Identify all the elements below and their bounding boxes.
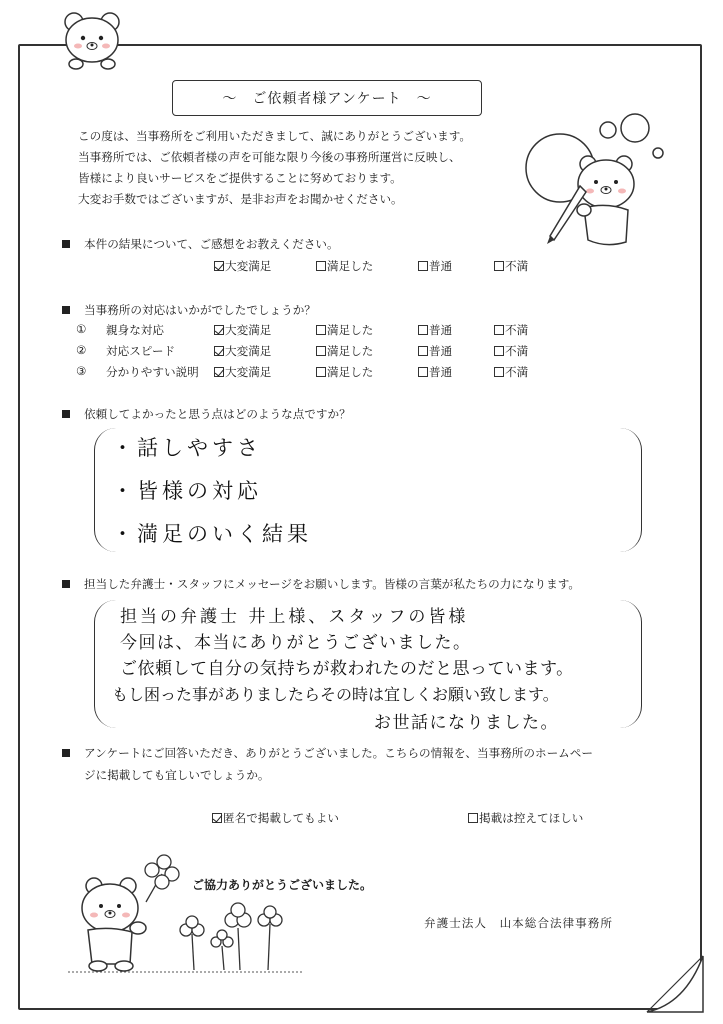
page-curl-icon <box>645 954 705 1014</box>
option-normal[interactable]: 普通 <box>418 322 452 338</box>
checkbox-checked-icon[interactable] <box>214 346 224 356</box>
handwritten-answer: ・皆様の対応 <box>112 479 262 503</box>
option-very-satisfied[interactable]: 大変満足 <box>214 258 271 274</box>
option-satisfied[interactable]: 満足した <box>316 343 373 359</box>
option-dissatisfied[interactable]: 不満 <box>494 364 528 380</box>
handwritten-answer: ・満足のいく結果 <box>112 522 312 546</box>
question-text: 依頼してよかったと思う点はどのような点ですか？ <box>84 407 351 421</box>
checkbox-icon[interactable] <box>418 346 428 356</box>
handwritten-message-line: もし困った事がありましたらその時は宜しくお願い致します。 <box>112 685 559 704</box>
square-bullet-icon <box>62 306 70 314</box>
intro-line: 大変お手数ではございますが、是非お声をお聞かせください。 <box>78 192 403 206</box>
checkbox-icon[interactable] <box>316 346 326 356</box>
bear-pencil-icon <box>544 150 644 250</box>
checkbox-icon[interactable] <box>494 367 504 377</box>
option-satisfied[interactable]: 満足した <box>316 322 373 338</box>
option-normal[interactable]: 普通 <box>418 343 452 359</box>
checkbox-checked-icon[interactable] <box>214 261 224 271</box>
question-3-heading <box>62 406 351 422</box>
option-dissatisfied[interactable]: 不満 <box>494 258 528 274</box>
question-text: アンケートにご回答いただき、ありがとうございました。こちらの情報を、当事務所のホームペー <box>84 746 593 760</box>
option-anonymous-ok[interactable]: 匿名で掲載してもよい <box>212 810 339 826</box>
clover-icon <box>172 894 302 974</box>
intro-text <box>78 126 471 210</box>
checkbox-icon[interactable] <box>316 261 326 271</box>
checkbox-icon[interactable] <box>316 367 326 377</box>
row-number: ① <box>76 322 87 336</box>
option-very-satisfied[interactable]: 大変満足 <box>214 343 271 359</box>
row-number: ② <box>76 343 87 357</box>
handwritten-message-line: お世話になりました。 <box>374 713 559 733</box>
handwritten-answer: ・話しやすさ <box>112 436 262 460</box>
option-satisfied[interactable]: 満足した <box>316 258 373 274</box>
option-dissatisfied[interactable]: 不満 <box>494 322 528 338</box>
option-normal[interactable]: 普通 <box>418 364 452 380</box>
handwritten-message-line: 担当の弁護士 井上様、スタッフの皆様 <box>120 607 469 627</box>
firm-name: 弁護士法人 山本総合法律事務所 <box>424 916 613 930</box>
intro-line: この度は、当事務所をご利用いただきまして、誠にありがとうございます。 <box>78 129 472 143</box>
option-normal[interactable]: 普通 <box>418 258 452 274</box>
handwritten-message-line: ご依頼して自分の気持ちが救われたのだと思っています。 <box>120 659 574 679</box>
question-text: 担当した弁護士・スタッフにメッセージをお願いします。皆様の言葉が私たちの力になります。 <box>84 577 580 591</box>
checkbox-icon[interactable] <box>418 367 428 377</box>
question-4-heading <box>62 576 580 592</box>
checkbox-checked-icon[interactable] <box>212 813 222 823</box>
question-text-continued: ジに掲載しても宜しいでしょうか。 <box>84 768 270 782</box>
square-bullet-icon <box>62 410 70 418</box>
square-bullet-icon <box>62 749 70 757</box>
checkbox-icon[interactable] <box>418 325 428 335</box>
thanks-message: ご協力ありがとうございました。 <box>192 878 373 892</box>
checkbox-icon[interactable] <box>468 813 478 823</box>
option-dissatisfied[interactable]: 不満 <box>494 343 528 359</box>
option-satisfied[interactable]: 満足した <box>316 364 373 380</box>
question-1-heading <box>62 236 339 252</box>
row-number: ③ <box>76 364 87 378</box>
handwritten-message-line: 今回は、本当にありがとうございました。 <box>120 633 472 653</box>
checkbox-checked-icon[interactable] <box>214 367 224 377</box>
option-very-satisfied[interactable]: 大変満足 <box>214 364 271 380</box>
row-label: 対応スピード <box>106 344 176 358</box>
checkbox-checked-icon[interactable] <box>214 325 224 335</box>
square-bullet-icon <box>62 580 70 588</box>
option-do-not-publish[interactable]: 掲載は控えてほしい <box>468 810 583 826</box>
row-label: 親身な対応 <box>106 323 164 337</box>
intro-line: 皆様により良いサービスをご提供することに努めております。 <box>78 171 402 185</box>
question-2-heading <box>62 302 316 318</box>
question-text: 当事務所の対応はいかがでしたでしょうか？ <box>84 303 316 317</box>
question-5-heading <box>62 745 593 761</box>
intro-line: 当事務所では、ご依頼者様の声を可能な限り今後の事務所運営に反映し、 <box>78 150 461 164</box>
checkbox-icon[interactable] <box>418 261 428 271</box>
checkbox-icon[interactable] <box>494 325 504 335</box>
survey-title: ～ ご依頼者様アンケート ～ <box>172 80 482 116</box>
checkbox-icon[interactable] <box>494 261 504 271</box>
square-bullet-icon <box>62 240 70 248</box>
checkbox-icon[interactable] <box>316 325 326 335</box>
row-label: 分かりやすい説明 <box>106 365 199 379</box>
bear-top-icon <box>58 10 128 72</box>
question-text: 本件の結果について、ご感想をお教えください。 <box>84 237 339 251</box>
checkbox-icon[interactable] <box>494 346 504 356</box>
option-very-satisfied[interactable]: 大変満足 <box>214 322 271 338</box>
